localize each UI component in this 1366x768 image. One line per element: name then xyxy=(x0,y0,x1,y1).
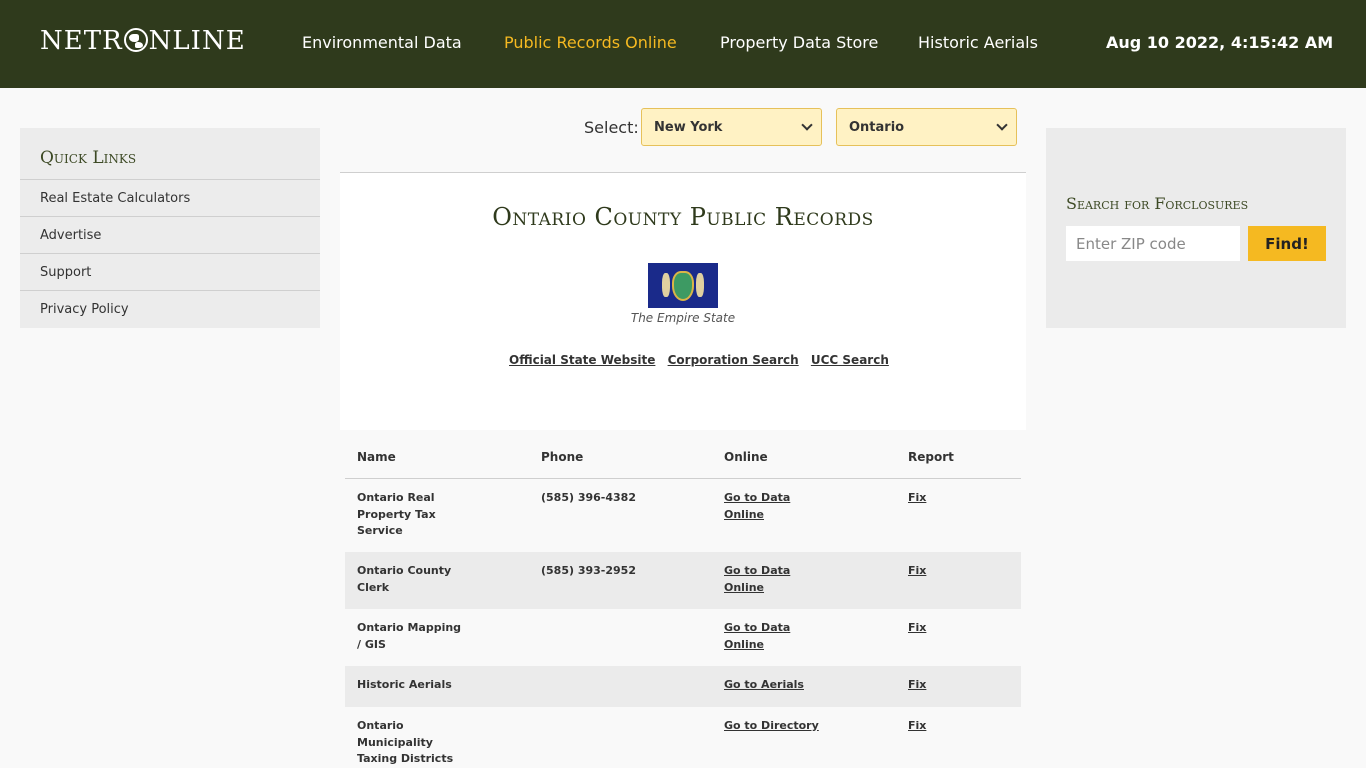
column-header-name: Name xyxy=(357,450,396,464)
quick-link-item xyxy=(20,290,320,327)
fix-report-link[interactable]: Fix xyxy=(908,491,927,504)
quick-link-real-estate-calculators[interactable]: Real Estate Calculators xyxy=(40,191,191,206)
nav-public-records-online[interactable]: Public Records Online xyxy=(504,33,677,52)
quick-link-privacy-policy[interactable]: Privacy Policy xyxy=(40,302,129,317)
go-to-directory-link[interactable]: Go to Directory xyxy=(724,719,819,732)
flag-seal xyxy=(672,271,694,301)
table-row xyxy=(345,609,1021,666)
table-header-row xyxy=(345,434,1021,479)
fix-report-link[interactable]: Fix xyxy=(908,621,927,634)
nav-property-data-store[interactable]: Property Data Store xyxy=(720,33,879,52)
table-row xyxy=(345,552,1021,609)
record-name: Ontario Real Property Tax Service xyxy=(357,491,436,537)
quick-link-advertise[interactable]: Advertise xyxy=(40,228,102,243)
foreclosure-search-panel xyxy=(1046,128,1346,328)
quick-links-title: Quick Links xyxy=(40,148,137,168)
quick-link-item xyxy=(20,179,320,216)
record-name: Ontario Mapping / GIS xyxy=(357,621,462,651)
record-name: Historic Aerials xyxy=(357,678,452,691)
quick-link-support[interactable]: Support xyxy=(40,265,92,280)
go-to-data-online-link[interactable]: Go to Data Online xyxy=(724,621,791,651)
table-row xyxy=(345,666,1021,707)
corporation-search-link[interactable]: Corporation Search xyxy=(667,353,799,367)
county-info-card xyxy=(340,172,1026,430)
fix-report-link[interactable]: Fix xyxy=(908,719,927,732)
go-to-data-online-link[interactable]: Go to Data Online xyxy=(724,491,791,521)
new-york-flag-icon xyxy=(648,263,718,308)
column-header-phone: Phone xyxy=(541,450,584,464)
county-select-value: Ontario xyxy=(849,120,905,135)
table-row xyxy=(345,707,1021,768)
page-title: Ontario County Public Records xyxy=(492,203,874,231)
record-phone: (585) 396-4382 xyxy=(541,491,636,504)
column-header-online: Online xyxy=(724,450,768,464)
nav-historic-aerials[interactable]: Historic Aerials xyxy=(918,33,1038,52)
site-header xyxy=(0,0,1366,88)
quick-link-item xyxy=(20,253,320,290)
foreclosure-search-title: Search for Forclosures xyxy=(1066,194,1249,213)
chevron-down-icon xyxy=(996,119,1007,130)
go-to-aerials-link[interactable]: Go to Aerials xyxy=(724,678,804,691)
select-label: Select: xyxy=(584,118,639,137)
flag-supporter-left xyxy=(662,273,670,297)
chevron-down-icon xyxy=(801,119,812,130)
state-select-value: New York xyxy=(654,120,723,135)
netronline-logo[interactable] xyxy=(40,26,246,56)
logo-text-left: NETR xyxy=(40,26,123,56)
header-clock: Aug 10 2022, 4:15:42 AM xyxy=(1106,33,1334,52)
go-to-data-online-link[interactable]: Go to Data Online xyxy=(724,564,791,594)
find-button[interactable]: Find! xyxy=(1248,226,1326,261)
nav-environmental-data[interactable]: Environmental Data xyxy=(302,33,462,52)
county-select[interactable] xyxy=(836,108,1017,146)
zip-code-input[interactable] xyxy=(1066,226,1240,261)
fix-report-link[interactable]: Fix xyxy=(908,678,927,691)
logo-text-right: NLINE xyxy=(148,26,246,56)
state-motto: The Empire State xyxy=(630,311,736,325)
record-phone: (585) 393-2952 xyxy=(541,564,636,577)
quick-link-item xyxy=(20,216,320,253)
table-row xyxy=(345,479,1021,552)
flag-supporter-right xyxy=(696,273,704,297)
state-links xyxy=(509,353,897,367)
quick-links-panel xyxy=(20,128,320,328)
state-select[interactable] xyxy=(641,108,822,146)
column-header-report: Report xyxy=(908,450,954,464)
official-state-website-link[interactable]: Official State Website xyxy=(509,353,656,367)
record-name: Ontario Municipality Taxing Districts xyxy=(357,719,454,765)
ucc-search-link[interactable]: UCC Search xyxy=(810,353,889,367)
record-name: Ontario County Clerk xyxy=(357,564,452,594)
fix-report-link[interactable]: Fix xyxy=(908,564,927,577)
globe-icon xyxy=(124,28,148,52)
